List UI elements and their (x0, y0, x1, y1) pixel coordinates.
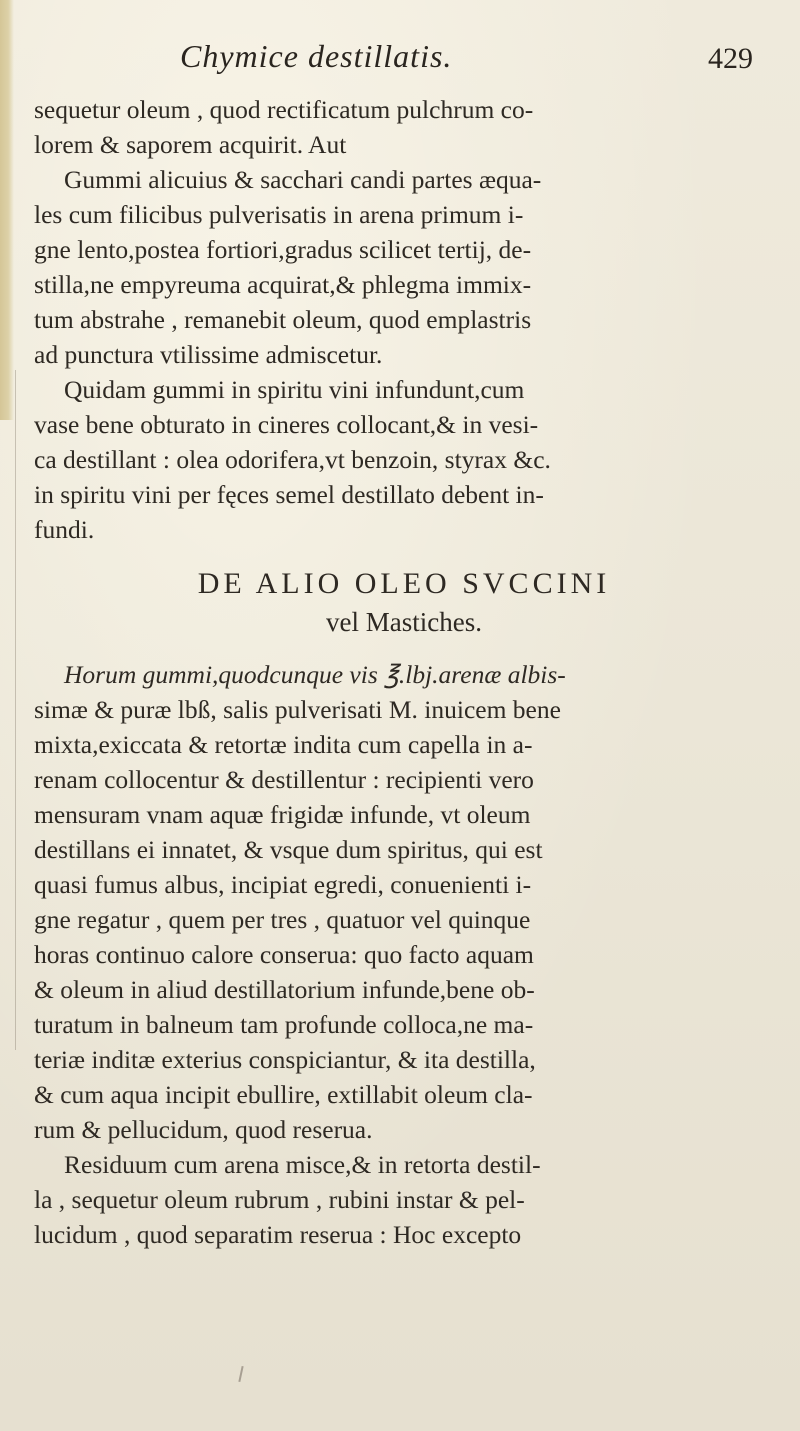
text-line: Residuum cum arena misce,& in retorta destil- (64, 1150, 541, 1179)
text-line: renam collocentur & destillentur : recipienti vero (34, 765, 534, 794)
text-line: horas continuo calore conserua: quo facto aquam (34, 940, 534, 969)
text-line: destillans ei innatet, & vsque dum spiritus, qui est (34, 835, 543, 864)
text-line: & oleum in aliud destillatorium infunde,bene ob- (34, 975, 535, 1004)
text-line: fundi. (34, 515, 95, 544)
running-title: Chymice destillatis. (180, 38, 453, 74)
ink-speck (238, 1366, 243, 1382)
text-line: Quidam gummi in spiritu vini infundunt,cum (64, 375, 525, 404)
text-line: turatum in balneum tam profunde colloca,ne ma- (34, 1010, 534, 1039)
text-line: ca destillant : olea odorifera,vt benzoin, styrax &c. (34, 445, 551, 474)
section-heading: DE ALIO OLEO SVCCINI (197, 567, 611, 600)
text-line: sequetur oleum , quod rectificatum pulchrum co- (34, 95, 534, 124)
section-subheading: vel Mastiches. (326, 607, 482, 637)
text-line: Gummi alicuius & sacchari candi partes æqua- (64, 165, 542, 194)
text-line: lucidum , quod separatim reserua : Hoc excepto (34, 1220, 522, 1249)
page-number: 429 (708, 42, 753, 75)
text-line: & cum aqua incipit ebullire, extillabit oleum cla- (34, 1080, 533, 1109)
text-line: gne regatur , quem per tres , quatuor vel quinque (34, 905, 531, 934)
text-line: vase bene obturato in cineres collocant,& in vesi- (34, 410, 539, 439)
text-line: mensuram vnam aquæ frigidæ infunde, vt oleum (34, 800, 531, 829)
page-fold-line (15, 370, 16, 1050)
text-line: simæ & puræ lbß, salis pulverisati M. inuicem bene (34, 695, 561, 724)
text-line: la , sequetur oleum rubrum , rubini instar & pel- (34, 1185, 525, 1214)
text-line: lorem & saporem acquirit. Aut (34, 130, 347, 159)
text-line: Horum gummi,quodcunque vis ℥.lbj.arenæ albis- (64, 660, 566, 689)
text-line: in spiritu vini per fęces semel destillato debent in- (34, 480, 544, 509)
body-text (34, 92, 774, 1252)
text-line: quasi fumus albus, incipiat egredi, conuenienti i- (34, 870, 532, 899)
text-line: rum & pellucidum, quod reserua. (34, 1115, 373, 1144)
text-line: tum abstrahe , remanebit oleum, quod emplastris (34, 305, 532, 334)
page-header (0, 38, 800, 88)
text-line: mixta,exiccata & retortæ indita cum capella in a- (34, 730, 533, 759)
text-line: gne lento,postea fortiori,gradus scilicet tertij, de- (34, 235, 532, 264)
text-line: teriæ inditæ exterius conspiciantur, & ita destilla, (34, 1045, 536, 1074)
text-line: les cum filicibus pulverisatis in arena primum i- (34, 200, 524, 229)
text-line: ad punctura vtilissime admiscetur. (34, 340, 383, 369)
text-line: stilla,ne empyreuma acquirat,& phlegma immix- (34, 270, 532, 299)
